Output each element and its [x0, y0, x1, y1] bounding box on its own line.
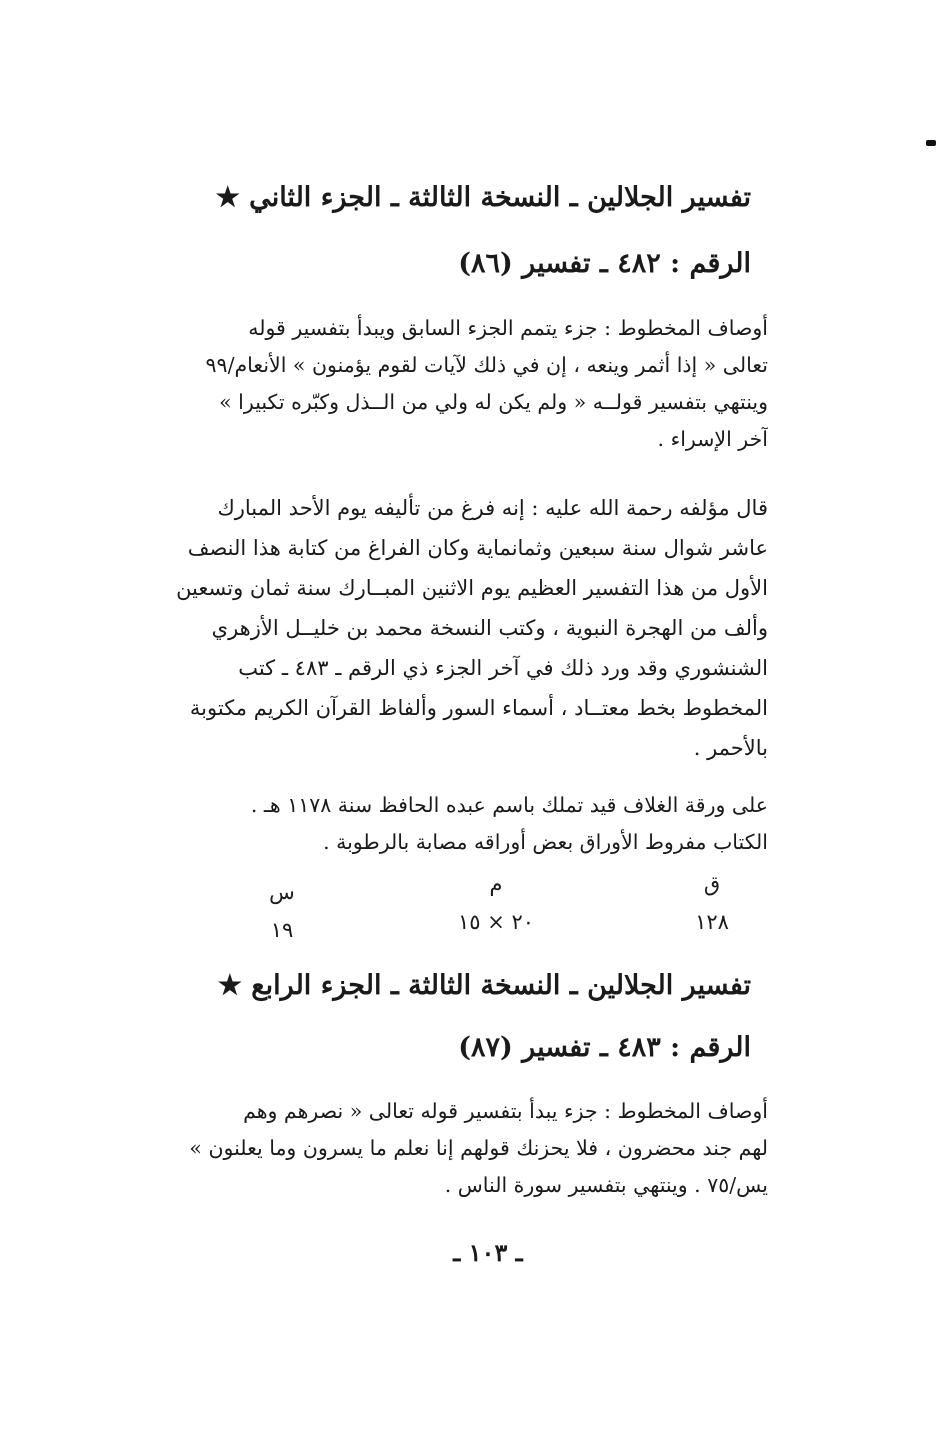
colophon-line: بالأحمر .: [693, 736, 768, 760]
description-line: لهم جند محضرون ، فلا يحزنك قولهم إنا نعلم ما يسرون وما يعلنون »: [189, 1136, 768, 1160]
colophon-line: قال مؤلفه رحمة الله عليه : إنه فرغ من تأليفه يوم الأحد المبارك: [217, 496, 768, 520]
colophon-line: وألف من الهجرة النبوية ، وكتب النسخة محمد بن خليــل الأزهري: [211, 616, 768, 640]
stat-q-value: ١٢٨: [695, 910, 729, 934]
description-line: آخر الإسراء .: [657, 427, 768, 451]
stat-m-value: ٢٠ × ١٥: [457, 910, 535, 934]
description-line: أوصاف المخطوط : جزء يبدأ بتفسير قوله تعالى « نصرهم وهم: [243, 1099, 768, 1123]
colophon-line: عاشر شوال سنة سبعين وثمانماية وكان الفراغ من كتابة هذا النصف: [187, 536, 768, 560]
colophon-line: الشنشوري وقد ورد ذلك في آخر الجزء ذي الرقم ـ ٤٨٣ ـ كتب: [238, 656, 768, 680]
notes-line: على ورقة الغلاف قيد تملك باسم عبده الحافظ سنة ١١٧٨ هـ .: [250, 793, 768, 817]
description-line: تعالى « إذا أثمر وينعه ، إن في ذلك لآيات لقوم يؤمنون » الأنعام/٩٩: [205, 353, 768, 377]
entry-1-description: [168, 310, 768, 458]
scan-edge-mark: [926, 140, 936, 146]
stat-s-value: ١٩: [270, 918, 294, 942]
entry-1-notes: [168, 787, 768, 861]
entry-1-title: تفسير الجلالين ـ النسخة الثالثة ـ الجزء الثاني ★: [215, 182, 751, 213]
entry-2-description: [168, 1093, 768, 1204]
colophon-line: الأول من هذا التفسير العظيم يوم الاثنين المبــارك سنة ثمان وتسعين: [176, 576, 768, 600]
entry-2-title: تفسير الجلالين ـ النسخة الثالثة ـ الجزء الرابع ★: [217, 970, 751, 1001]
stat-m-label: م: [489, 872, 503, 896]
stat-s-label: س: [269, 880, 295, 904]
stat-q-label: ق: [703, 872, 721, 896]
description-line: وينتهي بتفسير قولــه « ولم يكن له ولي من الــذل وكبّره تكبيرا »: [219, 390, 768, 414]
page-number: ـ ١٠٣ ـ: [453, 1238, 523, 1267]
notes-line: الكتاب مفروط الأوراق بعض أوراقه مصابة بالرطوبة .: [323, 830, 768, 854]
colophon-line: المخطوط بخط معتــاد ، أسماء السور وألفاظ القرآن الكريم مكتوبة: [189, 696, 768, 720]
entry-1-colophon: [168, 488, 768, 768]
entry-1-number: الرقم : ٤٨٢ ـ تفسير (٨٦): [458, 248, 751, 279]
description-line: أوصاف المخطوط : جزء يتمم الجزء السابق ويبدأ بتفسير قوله: [248, 316, 768, 340]
entry-2-number: الرقم : ٤٨٣ ـ تفسير (٨٧): [458, 1032, 751, 1063]
description-line: يس/٧٥ . وينتهي بتفسير سورة الناس .: [444, 1173, 768, 1197]
